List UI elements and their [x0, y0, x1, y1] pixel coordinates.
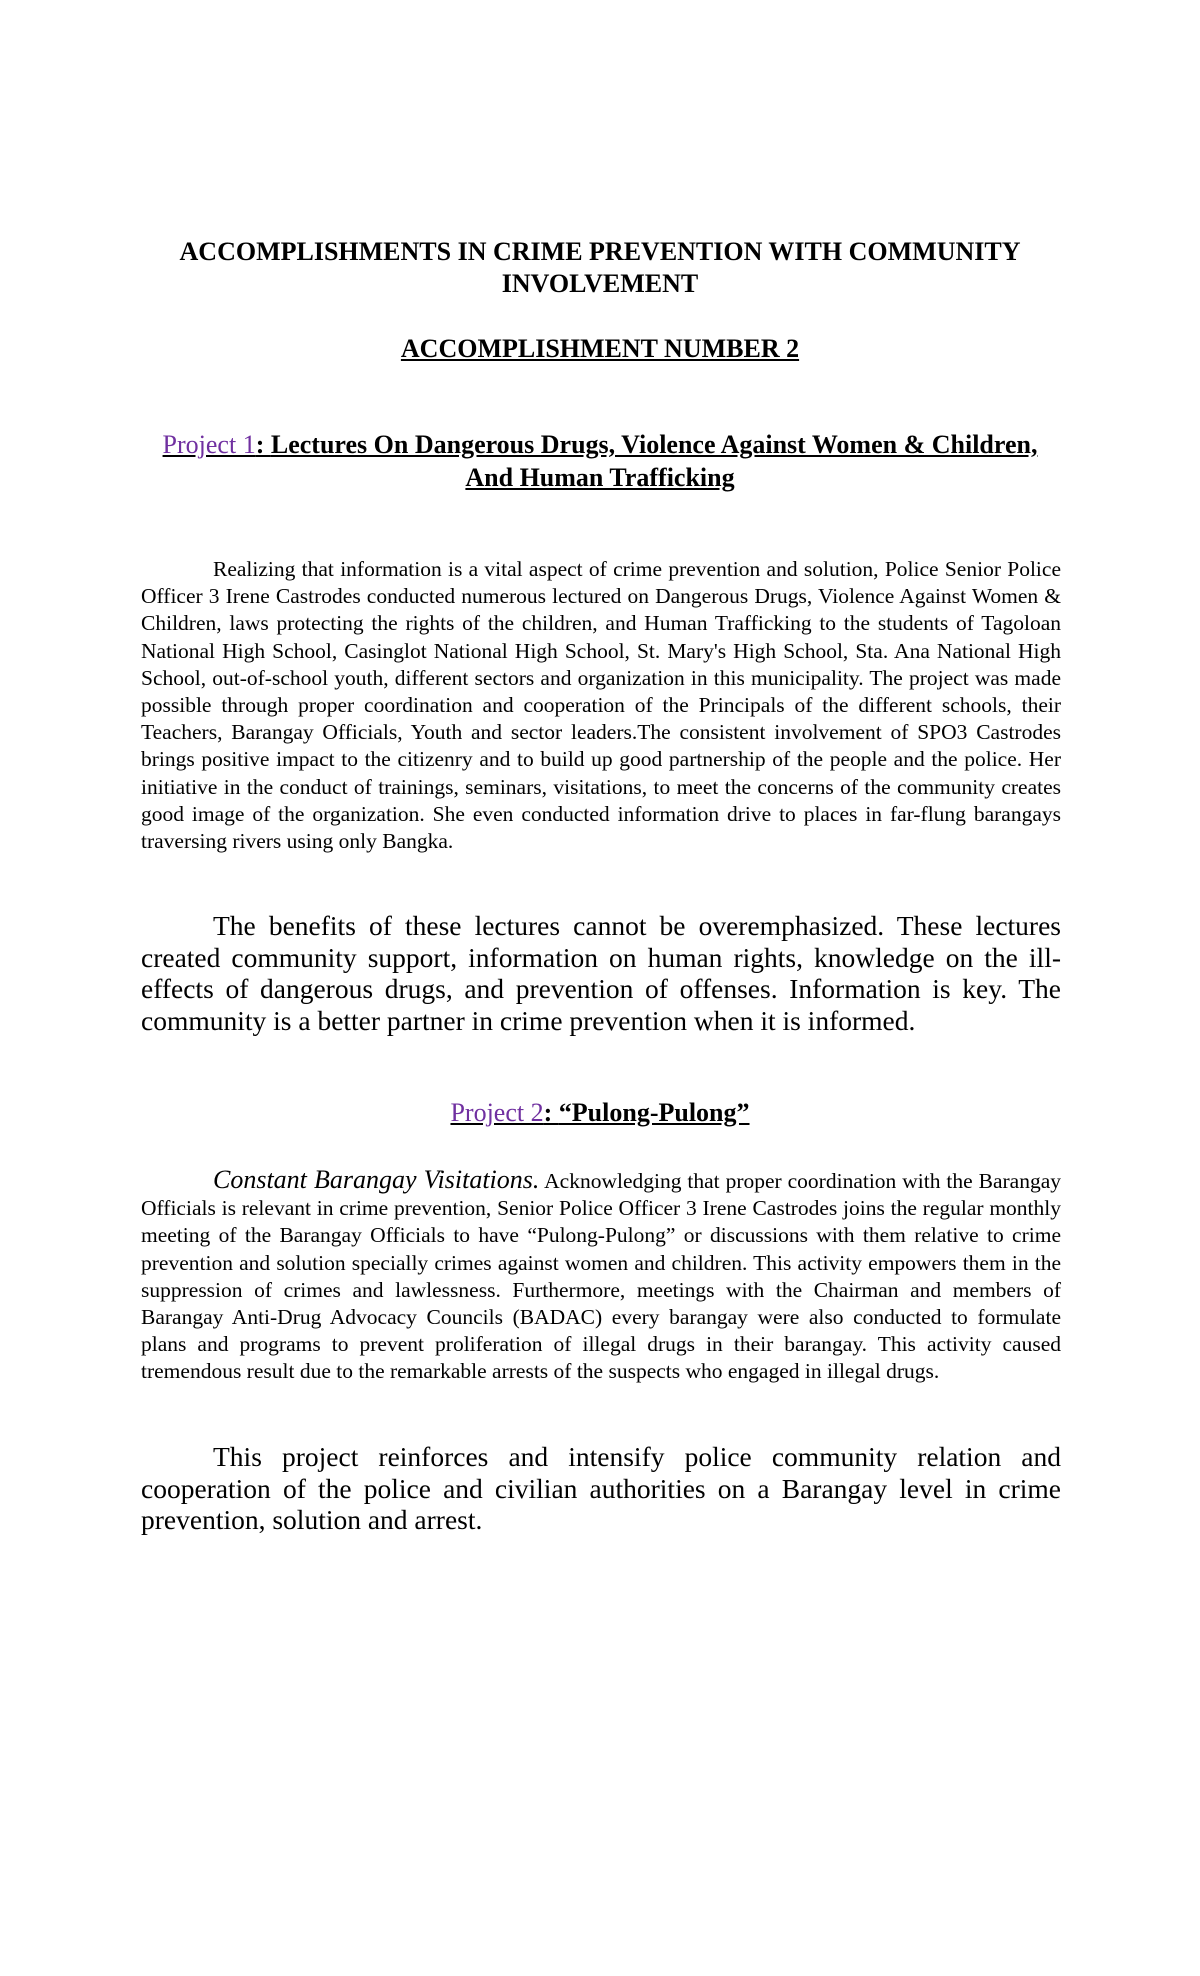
project-1-paragraph-2: The benefits of these lectures cannot be overemphasized. These lectures created community support, information on human rights, knowledge on the ill-effects of dangerous drugs, and prevention of offenses. Information is key. The community is a better partner in crime prevention when it is informed.: [141, 910, 1061, 1036]
project-2-paragraph-1: [141, 1166, 1061, 1386]
project-2-title: “Pulong-Pulong”: [558, 1098, 750, 1127]
document-title: ACCOMPLISHMENTS IN CRIME PREVENTION WITH COMMUNITY INVOLVEMENT: [179, 237, 1021, 298]
project-2-separator: :: [543, 1098, 559, 1127]
project-1-label: Project 1: [162, 430, 256, 459]
project-1-separator: :: [255, 430, 271, 459]
project-1-paragraph-1: Realizing that information is a vital aspect of crime prevention and solution, Police Senior Police Officer 3 Irene Castrodes conducted numerous lectured on Dangerous Drugs, Violence Against Women & Children, laws protecting the rights of the children, and Human Trafficking to the students of Tagoloan National High School, Casinglot National High School, St. Mary's High School, Sta. Ana National High School, out-of-school youth, different sectors and organization in this municipality. The project was made possible through proper coordination and cooperation of the Principals of the different schools, their Teachers, Barangay Officials, Youth and sector leaders.The consistent involvement of SPO3 Castrodes brings positive impact to the citizenry and to build up good partnership of the people and the police. Her initiative in the conduct of trainings, seminars, visitations, to meet the concerns of the community creates good image of the organization. She even conducted information drive to places in far-flung barangays traversing rivers using only Bangka.: [141, 557, 1061, 854]
project-2-paragraph-1-body: Acknowledging that proper coordination with the Barangay Officials is relevant in crime prevention, Senior Police Officer 3 Irene Castrodes joins the regular monthly meeting of the Barangay Officials to have “Pulong-Pulong” or discussions with them relative to crime prevention and solution specially crimes against women and children. This activity empowers them in the suppression of crimes and lawlessness. Furthermore, meetings with the Chairman and members of Barangay Anti-Drug Advocacy Councils (BADAC) every barangay were also conducted to formulate plans and programs to prevent proliferation of illegal drugs in their barangay. This activity caused tremendous result due to the remarkable arrests of the suspects who engaged in illegal drugs.: [141, 1169, 1061, 1384]
project-2-label: Project 2: [450, 1098, 544, 1127]
project-2-heading: [140, 1096, 1060, 1129]
project-1-title: Lectures On Dangerous Drugs, Violence Against Women & Children, And Human Trafficking: [270, 430, 1038, 492]
project-2-lead: Constant Barangay Visitations.: [213, 1165, 540, 1194]
project-1-heading: [140, 428, 1060, 494]
project-2-paragraph-2: This project reinforces and intensify police community relation and cooperation of the police and civilian authorities on a Barangay level in crime prevention, solution and arrest.: [141, 1441, 1061, 1535]
document-subtitle: ACCOMPLISHMENT NUMBER 2: [400, 334, 800, 363]
